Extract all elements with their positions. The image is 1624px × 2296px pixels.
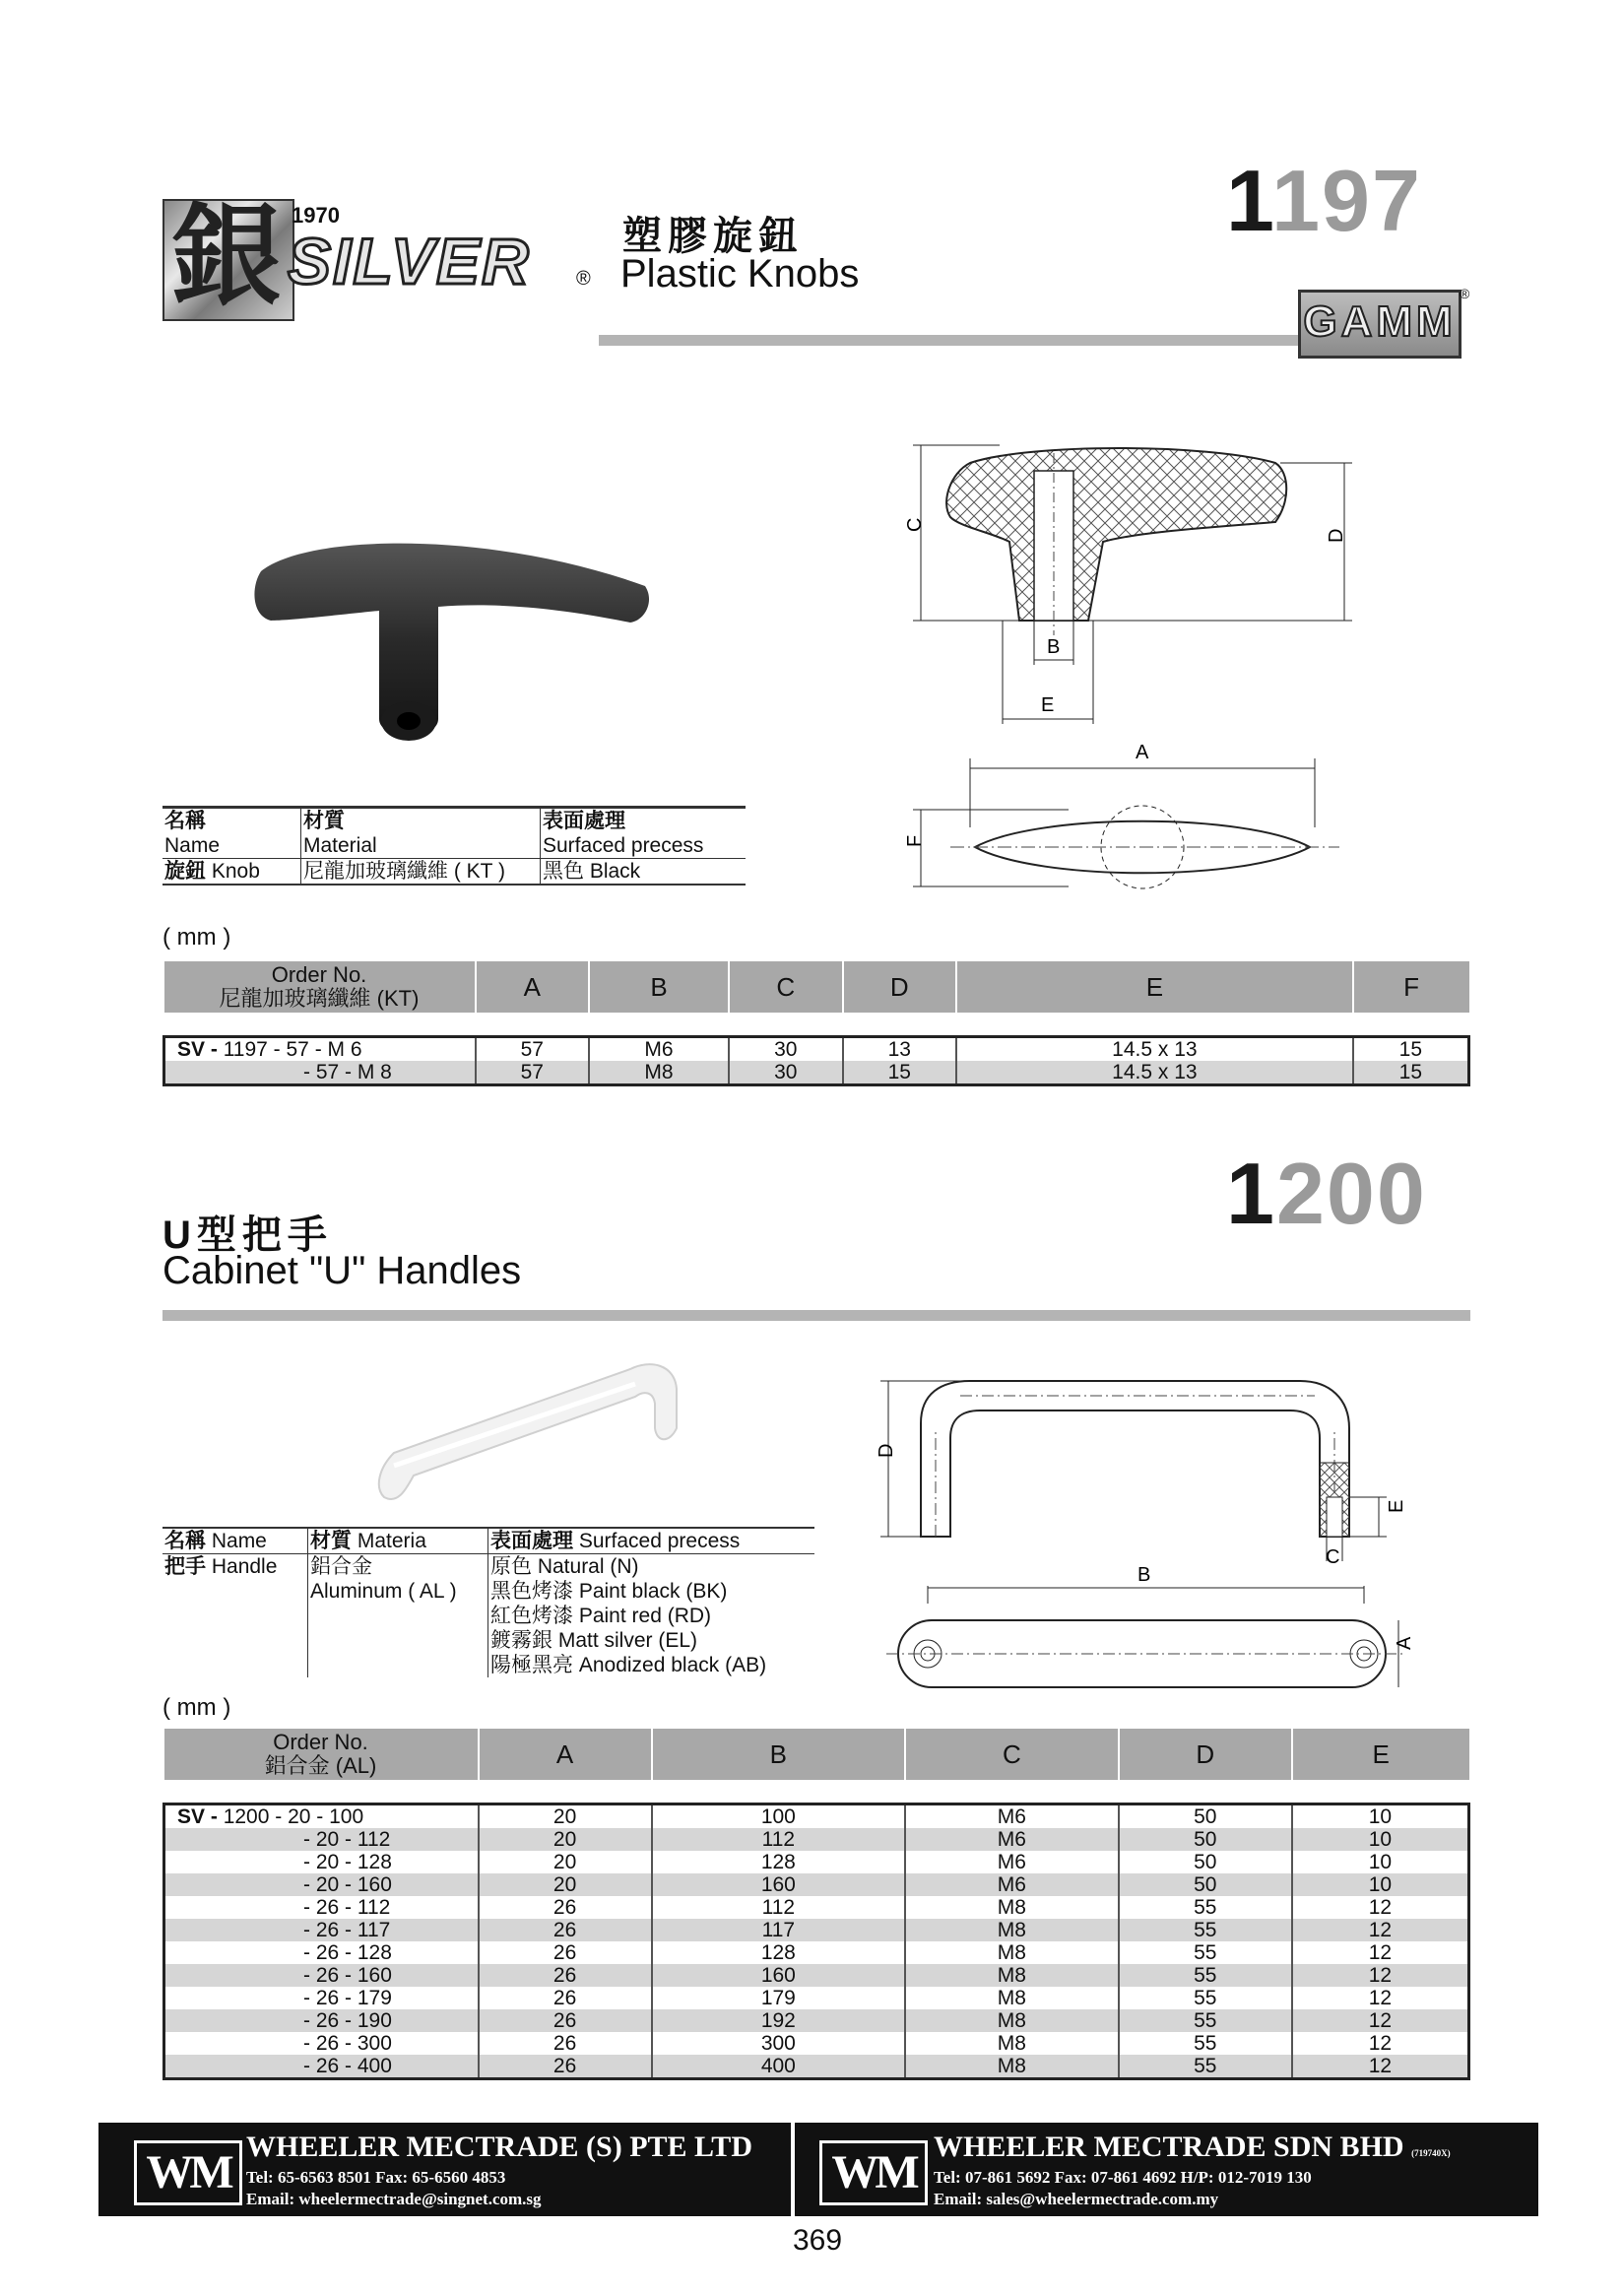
order-number-cell: - 26 - 179 [164,1987,479,2009]
order-column-header: Order No. 鋁合金 (AL) [164,1729,479,1780]
product-number-first-digit: 1 [1226,152,1272,249]
handle-technical-drawing [867,1369,1418,1714]
value-cell: M8 [905,1896,1119,1919]
value-cell: 26 [479,1919,652,1941]
value-cell: 192 [652,2009,905,2032]
table-row [164,1919,1469,1941]
value-cell: 20 [479,1873,652,1896]
column-header-d: D [1119,1729,1292,1780]
value-cell: 55 [1119,2032,1292,2055]
value-cell: 112 [652,1896,905,1919]
value-cell: 10 [1368,1805,1393,1828]
finish-item: 鍍霧銀 Matt silver (EL) [490,1629,698,1652]
value-cell: 55 [1119,1987,1292,2009]
value-cell: 15 [1353,1061,1469,1085]
info-header-material-en: Material [301,833,541,859]
value-cell: M6 [905,1804,1119,1829]
dim-label-c: C [904,517,926,532]
value-cell: 12 [1292,2009,1469,2032]
footer-right-email[interactable]: Email: sales@wheelermectrade.com.my [934,2190,1219,2208]
value-cell: 15 [1398,1038,1423,1061]
info-row-name: 旋鈕 Knob [164,860,260,883]
handle-dim-label-e: E [1386,1499,1407,1513]
column-header-e: E [1292,1729,1469,1780]
value-cell: 179 [652,1987,905,2009]
handle-info-header-name: 名稱 Name [164,1530,267,1552]
value-cell: 55 [1119,2055,1292,2079]
value-cell: 20 [479,1851,652,1873]
value-cell: 10 [1368,1851,1393,1873]
table-row [164,2009,1469,2032]
brand-year: 1970 [292,203,340,228]
section1-rule [599,335,1300,346]
value-cell: 12 [1292,1964,1469,1987]
info-row-finish: 黑色 Black [541,859,747,886]
section2-rule [162,1310,1470,1321]
value-cell: 12 [1368,1987,1393,2009]
section1-unit-label: ( mm ) [162,924,231,951]
section2-title-en: Cabinet "U" Handles [162,1249,522,1292]
value-cell: M8 [905,1964,1119,1987]
value-cell: 26 [479,2055,652,2079]
section2-unit-label: ( mm ) [162,1694,231,1721]
footer-left-company [98,2123,788,2216]
footer-left-email[interactable]: Email: wheelermectrade@singnet.com.sg [246,2190,542,2208]
gamm-registered-mark: ® [1460,286,1470,301]
order-number-cell: - 26 - 160 [164,1964,479,1987]
value-cell: 20 [479,1804,652,1829]
value-cell: M6 [905,1851,1119,1873]
value-cell: 160 [652,1873,905,1896]
order-number-cell: - 20 - 160 [164,1873,479,1896]
value-cell: 112 [652,1828,905,1851]
section2-product-number [1226,1145,1427,1242]
handle-dim-label-d: D [876,1443,897,1458]
brand-name: SILVER [288,225,531,297]
handle-info-material: 鋁合金 Aluminum ( AL ) [308,1554,488,1678]
value-cell: 50 [1119,1851,1292,1873]
value-cell: 57 [476,1037,590,1062]
value-cell: 26 [479,2009,652,2032]
handle-info-name: 把手 Handle [164,1555,278,1578]
value-cell: M8 [589,1061,729,1085]
footer-left-name: WHEELER MECTRADE (S) PTE LTD [246,2131,752,2163]
value-cell: M6 [905,1828,1119,1851]
column-header-f: F [1353,961,1469,1013]
order-number-cell: - 26 - 400 [164,2055,479,2079]
order-column-header: Order No. 尼龍加玻璃纖維 (KT) [164,961,476,1013]
value-cell: 12 [1292,2055,1469,2079]
table-row [164,2055,1469,2079]
value-cell: 55 [1119,1919,1292,1941]
value-cell: M8 [905,1941,1119,1964]
info-header-name-en: Name [164,834,221,857]
value-cell: 26 [479,1964,652,1987]
value-cell: 55 [1119,1896,1292,1919]
footer-right-name: WHEELER MECTRADE SDN BHD (719740X) [934,2131,1451,2163]
value-cell: 50 [1119,1828,1292,1851]
finish-item: 黑色烤漆 Paint black (BK) [490,1580,728,1603]
knob-order-table [162,961,1470,1086]
value-cell: 20 [479,1828,652,1851]
value-cell: 50 [1119,1873,1292,1896]
value-cell: 55 [1119,2009,1292,2032]
product-number-rest: 197 [1271,152,1422,249]
value-cell: 26 [479,1941,652,1964]
info-header-material-zh: 材質 [301,809,541,833]
section1-product-number [1226,152,1422,249]
value-cell: 128 [652,1941,905,1964]
footer-bar [98,2123,1538,2216]
handle-order-table [162,1729,1470,2080]
column-header-d: D [843,961,957,1013]
info-header-finish-en: Surfaced precess [541,833,747,859]
value-cell: M8 [905,1919,1119,1941]
table-row [164,1851,1469,1873]
table-row [164,1987,1469,2009]
table-row [164,2032,1469,2055]
value-cell: 12 [1292,1919,1469,1941]
value-cell: M8 [905,2009,1119,2032]
column-header-a: A [476,961,590,1013]
column-header-c: C [729,961,843,1013]
value-cell: 300 [652,2032,905,2055]
value-cell: 12 [1368,1896,1393,1919]
value-cell: 30 [729,1061,843,1085]
order-number-cell: - 26 - 112 [164,1896,479,1919]
value-cell: M8 [905,2055,1119,2079]
order-number-cell: - 26 - 128 [164,1941,479,1964]
value-cell: 117 [652,1919,905,1941]
table-row [164,1037,1469,1062]
brand-registered-mark: ® [576,268,591,290]
order-number-cell: SV - 1197 - 57 - M 6 [164,1037,476,1062]
table-row [164,1804,1469,1829]
value-cell: 12 [1368,1941,1393,1964]
finish-item: 紅色烤漆 Paint red (RD) [490,1605,712,1627]
handle-dim-label-a: A [1394,1636,1415,1650]
order-number-cell: - 26 - 190 [164,2009,479,2032]
section1-title-zh: 塑膠旋鈕 [622,215,804,258]
footer-right-company [798,2123,1538,2216]
column-header-b: B [589,961,729,1013]
handle-spec-info [162,1527,814,1677]
value-cell: 14.5 x 13 [956,1037,1353,1062]
handle-photo [369,1349,694,1517]
value-cell: 26 [479,2032,652,2055]
product-number-first-digit: 1 [1226,1145,1276,1242]
value-cell: 400 [652,2055,905,2079]
footer-left-tel: Tel: 65-6563 8501 Fax: 65-6560 4853 [246,2168,506,2187]
column-header-e: E [956,961,1353,1013]
value-cell: 100 [652,1804,905,1829]
wm-logo-icon: WM [819,2140,928,2205]
value-cell: 55 [1119,1941,1292,1964]
footer-divider [791,2123,795,2216]
gamm-logo: GAMM [1298,290,1462,359]
handle-dim-label-b: B [1137,1564,1151,1586]
order-number-cell: - 20 - 128 [164,1851,479,1873]
info-header-name-zh: 名稱 [164,810,206,832]
value-cell: M8 [905,1987,1119,2009]
table-row [164,1828,1469,1851]
finish-item: 陽極黑亮 Anodized black (AB) [490,1654,767,1676]
info-header-finish-zh: 表面處理 [541,809,747,833]
value-cell: 26 [479,1896,652,1919]
value-cell: 13 [843,1037,957,1062]
order-number-cell: - 57 - M 8 [164,1061,476,1085]
column-header-b: B [652,1729,905,1780]
handle-info-finishes [488,1554,815,1678]
column-header-c: C [905,1729,1119,1780]
value-cell: 160 [652,1964,905,1987]
section2-title-zh: U型把手 [162,1214,333,1257]
value-cell: M6 [589,1037,729,1062]
finish-item: 原色 Natural (N) [490,1555,639,1578]
table-row [164,1873,1469,1896]
knob-technical-drawing [891,433,1364,896]
page-number: 369 [792,2224,843,2257]
value-cell: 50 [1119,1804,1292,1829]
value-cell: 15 [843,1061,957,1085]
footer-right-tel: Tel: 07-861 5692 Fax: 07-861 4692 H/P: 012-7019 130 [934,2168,1312,2187]
value-cell: 10 [1292,1873,1469,1896]
table-row [164,1061,1469,1085]
value-cell: M8 [905,2032,1119,2055]
value-cell: 26 [479,1987,652,2009]
value-cell: 57 [476,1061,590,1085]
dim-label-d: D [1326,528,1347,543]
value-cell: 12 [1368,2032,1393,2055]
knob-spec-info [162,806,746,886]
value-cell: 30 [729,1037,843,1062]
handle-dim-label-c: C [1326,1546,1340,1568]
handle-info-header-finish: 表面處理 Surfaced precess [488,1529,815,1554]
order-number-cell: - 20 - 112 [164,1828,479,1851]
value-cell: M6 [905,1873,1119,1896]
dim-label-e: E [1041,694,1055,716]
table-row [164,1941,1469,1964]
silver-logo-character: 銀 [171,192,282,321]
section1-title-en: Plastic Knobs [620,252,860,295]
order-number-cell: SV - 1200 - 20 - 100 [164,1804,479,1829]
value-cell: 128 [652,1851,905,1873]
dim-label-f: F [904,834,926,847]
dim-label-a: A [1136,742,1149,763]
handle-info-header-material: 材質 Materia [308,1529,488,1554]
value-cell: 10 [1292,1828,1469,1851]
value-cell: 14.5 x 13 [956,1061,1353,1085]
knob-photo [251,512,665,758]
table-row [164,1964,1469,1987]
value-cell: 55 [1119,1964,1292,1987]
order-number-cell: - 26 - 300 [164,2032,479,2055]
wm-logo-icon: WM [134,2140,242,2205]
column-header-a: A [479,1729,652,1780]
info-row-material: 尼龍加玻璃纖維 ( KT ) [301,859,541,886]
order-number-cell: - 26 - 117 [164,1919,479,1941]
dim-label-b: B [1047,636,1061,658]
table-row [164,1896,1469,1919]
product-number-rest: 200 [1275,1145,1427,1242]
